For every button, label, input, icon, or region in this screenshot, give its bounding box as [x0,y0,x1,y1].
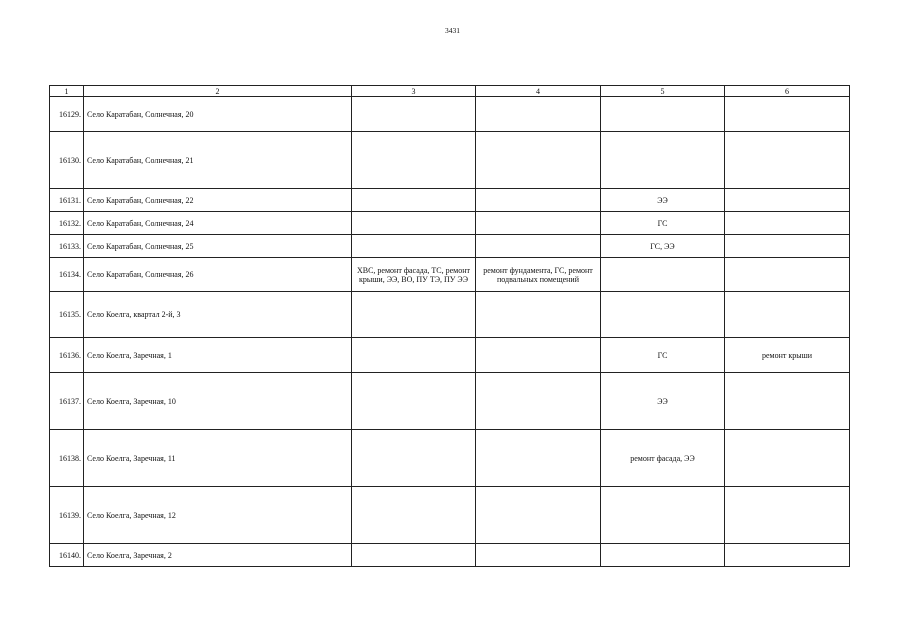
column-4-cell [476,97,601,132]
row-number-cell: 16131. [50,189,84,212]
page-number: 3431 [445,26,460,35]
column-5-cell [601,544,725,567]
column-4-cell [476,544,601,567]
column-6-cell [725,292,850,338]
column-6-cell [725,132,850,189]
column-4-cell [476,189,601,212]
row-number-cell: 16130. [50,132,84,189]
address-cell: Село Коелга, Заречная, 2 [84,544,352,567]
column-5-cell [601,292,725,338]
address-cell: Село Каратабан, Солнечная, 26 [84,258,352,292]
column-6-cell [725,258,850,292]
column-6-cell [725,544,850,567]
column-4-cell: ремонт фундамента, ГС, ремонт подвальных помещений [476,258,601,292]
table-row [50,430,850,487]
column-6-cell [725,430,850,487]
row-number-cell: 16132. [50,212,84,235]
column-4-cell [476,132,601,189]
column-5-cell: ЭЭ [601,189,725,212]
data-table [49,85,850,567]
column-6-cell [725,97,850,132]
column-4-cell [476,430,601,487]
row-number-cell: 16136. [50,338,84,373]
row-number-cell: 16137. [50,373,84,430]
row-number-cell: 16138. [50,430,84,487]
table-row [50,292,850,338]
column-5-cell [601,97,725,132]
column-3-cell [352,97,476,132]
column-4-cell [476,212,601,235]
column-6-cell: ремонт крыши [725,338,850,373]
column-3-cell [352,544,476,567]
address-cell: Село Коелга, Заречная, 12 [84,487,352,544]
column-6-cell [725,235,850,258]
column-6-cell [725,487,850,544]
address-cell: Село Коелга, Заречная, 11 [84,430,352,487]
column-3-cell [352,487,476,544]
column-3-cell: ХВС, ремонт фасада, ТС, ремонт крыши, ЭЭ, ВО, ПУ ТЭ, ПУ ЭЭ [352,258,476,292]
column-5-cell [601,132,725,189]
table-row [50,544,850,567]
column-4-cell [476,338,601,373]
column-header: 4 [476,86,601,97]
column-4-cell [476,292,601,338]
row-number-cell: 16129. [50,97,84,132]
table-row [50,258,850,292]
column-3-cell [352,212,476,235]
column-header: 1 [50,86,84,97]
column-3-cell [352,430,476,487]
column-3-cell [352,235,476,258]
column-header: 6 [725,86,850,97]
address-cell: Село Каратабан, Солнечная, 21 [84,132,352,189]
column-3-cell [352,189,476,212]
address-cell: Село Коелга, квартал 2-й, 3 [84,292,352,338]
table-row [50,97,850,132]
column-5-cell [601,258,725,292]
column-6-cell [725,189,850,212]
column-3-cell [352,338,476,373]
column-4-cell [476,235,601,258]
column-5-cell: ЭЭ [601,373,725,430]
address-cell: Село Каратабан, Солнечная, 25 [84,235,352,258]
table-row [50,189,850,212]
address-cell: Село Коелга, Заречная, 10 [84,373,352,430]
column-5-cell: ГС, ЭЭ [601,235,725,258]
table-row [50,373,850,430]
table-row [50,132,850,189]
address-cell: Село Каратабан, Солнечная, 20 [84,97,352,132]
row-number-cell: 16139. [50,487,84,544]
row-number-cell: 16134. [50,258,84,292]
row-number-cell: 16140. [50,544,84,567]
address-cell: Село Каратабан, Солнечная, 22 [84,189,352,212]
column-3-cell [352,292,476,338]
column-5-cell [601,487,725,544]
column-header: 2 [84,86,352,97]
table-row [50,235,850,258]
column-4-cell [476,373,601,430]
column-6-cell [725,373,850,430]
row-number-cell: 16133. [50,235,84,258]
address-cell: Село Каратабан, Солнечная, 24 [84,212,352,235]
column-3-cell [352,373,476,430]
table-row [50,487,850,544]
table-row [50,338,850,373]
column-5-cell: ГС [601,212,725,235]
column-3-cell [352,132,476,189]
column-4-cell [476,487,601,544]
row-number-cell: 16135. [50,292,84,338]
address-cell: Село Коелга, Заречная, 1 [84,338,352,373]
column-5-cell: ГС [601,338,725,373]
table-header-row [50,86,850,97]
column-5-cell: ремонт фасада, ЭЭ [601,430,725,487]
column-6-cell [725,212,850,235]
column-header: 3 [352,86,476,97]
table-row [50,212,850,235]
column-header: 5 [601,86,725,97]
